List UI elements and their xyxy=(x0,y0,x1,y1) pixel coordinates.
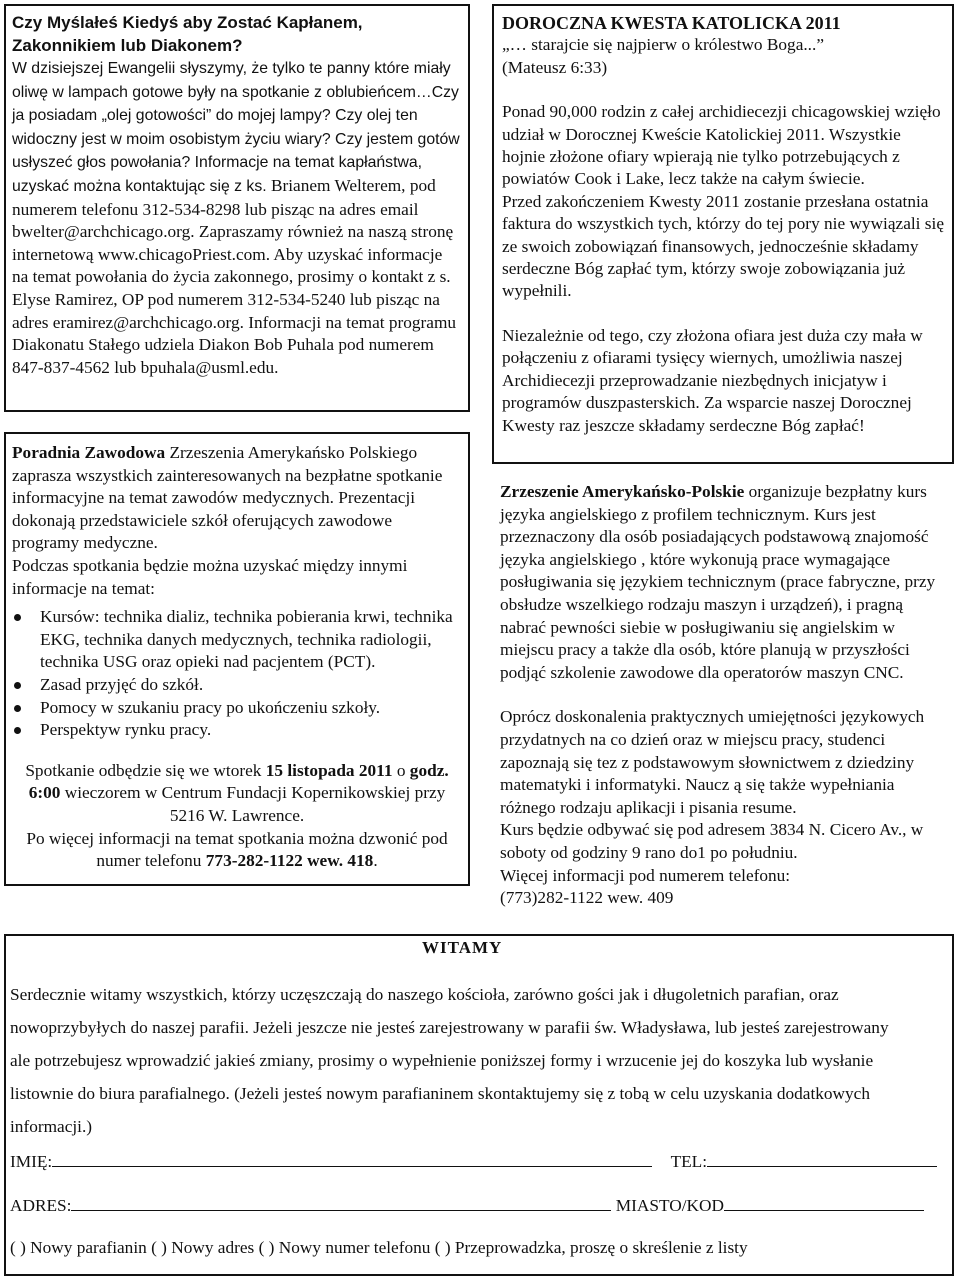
list-item: Kursów: technika dializ, technika pobierania krwi, technika EKG, technika danych medycznych, technika radiologii, technika USG oraz opieki nad pacjentem (PCT). xyxy=(40,606,462,674)
name-tel-row xyxy=(10,1150,937,1172)
name-field[interactable] xyxy=(52,1150,652,1167)
welcome-text-line: informacji.) xyxy=(10,1117,93,1136)
meeting-phone-end: . xyxy=(373,851,378,871)
welcome-text-line: Serdecznie witamy wszystkich, którzy uczęszczają do naszego kościoła, zarówno gości jak i długoletnich parafian, oraz xyxy=(10,985,839,1004)
meeting-text-2: o xyxy=(392,760,410,780)
meeting-text-1: Spotkanie odbędzie się we wtorek xyxy=(25,760,266,780)
counseling-topics-list xyxy=(12,606,462,742)
meeting-date: 15 listopada 2011 xyxy=(265,760,393,780)
course-address: Kurs będzie odbywać się pod adresem 3834 N. Cicero Av., w soboty od godziny 9 rano do1 po południu. xyxy=(500,820,924,862)
career-counseling-box xyxy=(4,432,470,886)
meeting-text-3: wieczorem w Centrum Fundacji Kopernikowskiej przy 5216 W. Lawrence. xyxy=(60,783,446,825)
meeting-phone xyxy=(12,828,462,873)
vocations-box xyxy=(4,4,470,412)
welcome-title: WITAMY xyxy=(418,938,506,958)
meeting-time: godz. 6:00 xyxy=(28,760,449,803)
appeal-title: DOROCZNA KWESTA KATOLICKA 2011 xyxy=(502,13,841,33)
vocations-body-sans: W dzisiejszej Ewangelii słyszymy, że tylko te panny które miały oliwę w lampach gotowe były na spotkanie z oblubieńcem…Czy ja posiadam „olej gotowości” do mojej lampy? Czy olej ten widoczny jest w moim osobistym życiu wiary? Czy jestem gotów usłyszeć głos powołania? Informacje na temat kapłaństwa, uzyskać można kontaktując się z ks. xyxy=(12,60,460,195)
course-paragraph-2: Oprócz doskonalenia praktycznych umiejętności językowych przydatnych na co dzień oraz w miejscu pracy, studenci zapoznają się tez z podstawowym słownictwem z dziedziny matematyki i informatyki. Naucz ą się także wypełniania różnego rodzaju aplikacji i pisania resume. xyxy=(500,707,925,817)
catholic-appeal-box xyxy=(492,4,954,464)
option-new-phone[interactable]: ( ) Nowy numer telefonu xyxy=(258,1238,431,1257)
course-organizer: Zrzeszenie Amerykańsko-Polskie xyxy=(500,482,745,501)
meeting-phone-text: Po więcej informacji na temat spotkania można dzwonić pod numer telefonu xyxy=(26,828,448,871)
vocations-body-serif: Brianem Welterem, pod numerem telefonu 312-534-8298 lub pisząc na adres email bwelter@archchicago.org. Zapraszamy również na naszą stronę internetową www.chicagoPriest.com. Aby uzyskać informacje na temat powołania do życia zakonnego, prosimy o kontakt z s. Elyse Ramirez, OP pod numerem 312-534-5240 lub pisząc na adres eramirez@archchicago.org. Informacji na temat programu Diakonatu Stałego udziela Diakon Bob Puhala pod numerem 847-837-4562 lub bpuhala@usml.edu. xyxy=(12,175,457,377)
city-zip-field[interactable] xyxy=(724,1194,924,1211)
course-description: organizuje bezpłatny kurs języka angielskiego z profilem technicznym. Kurs jest przeznaczony dla osób posiadających podstawową znajomość języka angielskiego , które wykonują prace wymagające posługiwania się językiem technicznym (prace fabryczne, przy obsłudze wszelkiego rodzaju maszyn i urządzeń), i pragną nabrać pewności siebie w posługiwaniu się angielskim w miejscu pracy a także dla osób, które planują w przyszłości podjąć szkolenie zawodowe dla operatorów maszyn CNC. xyxy=(500,482,936,682)
change-options-row xyxy=(10,1238,748,1258)
appeal-quote: „… starajcie się najpierw o królestwo Boga...” xyxy=(502,35,824,55)
course-paragraph-1 xyxy=(500,481,950,684)
course-phone: (773)282-1122 wew. 409 xyxy=(500,888,674,908)
appeal-reference: (Mateusz 6:33) xyxy=(502,57,608,77)
appeal-paragraph-1: Ponad 90,000 rodzin z całej archidiecezji chicagowskiej wzięło udział w Dorocznej Kweście Katolickiej 2011. Wszystkie hojnie złożone ofiary wpierają nie tylko potrzebujących z powiatów Cook i Lake, lecz także na całym świecie. xyxy=(502,102,941,189)
address-city-row xyxy=(10,1194,924,1216)
address-field[interactable] xyxy=(71,1194,611,1211)
welcome-text-line: listownie do biura parafialnego. (Jeżeli jesteś nowym parafianinem skontaktujemy się z tobą w celu uzyskania dodatkowych xyxy=(10,1084,870,1103)
list-item: Pomocy w szukaniu pracy po ukończeniu szkoły. xyxy=(40,697,462,720)
counseling-intro xyxy=(12,442,462,555)
option-moving[interactable]: ( ) Przeprowadzka, proszę o skreślenie z listy xyxy=(434,1238,748,1257)
course-info-label: Więcej informacji pod numerem telefonu: xyxy=(500,865,791,885)
counseling-lead-text: Zrzeszenia Amerykańsko Polskiego zaprasza wszystkich zainteresowanych na bezpłatne spotkanie informacyjne na temat zawodów medycznych. Prezentacji dokonają przedstawiciele szkół oferujących zawodowe programy medyczne. xyxy=(12,443,443,553)
vocations-title: Czy Myślałeś Kiedyś aby Zostać Kapłanem, Zakonnikiem lub Diakonem? xyxy=(12,13,363,55)
address-label: ADRES: xyxy=(10,1196,72,1215)
counseling-topics-intro: Podczas spotkania będzie można uzyskać między innymi informacje na temat: xyxy=(12,555,408,598)
list-item: Zasad przyjęć do szkół. xyxy=(40,674,462,697)
welcome-text-line: nowoprzybyłych do naszej parafii. Jeżeli jeszcze nie jesteś zarejestrowany w parafii św. Władysława, lub jesteś zarejestrowany xyxy=(10,1018,889,1037)
vocations-body xyxy=(12,57,462,379)
option-new-parishioner[interactable]: ( ) Nowy parafianin xyxy=(10,1238,147,1257)
name-label: IMIĘ: xyxy=(10,1152,53,1171)
option-new-address[interactable]: ( ) Nowy adres xyxy=(151,1238,255,1257)
meeting-phone-number: 773-282-1122 wew. 418 xyxy=(205,851,374,871)
english-course-section xyxy=(500,481,950,910)
tel-label: TEL: xyxy=(670,1152,708,1171)
welcome-text-line: ale potrzebujesz wprowadzić jakieś zmiany, prosimy o wypełnienie poniższej formy i wrzucenie jej do koszyka lub wysłanie xyxy=(10,1051,874,1070)
appeal-paragraph-3: Niezależnie od tego, czy złożona ofiara jest duża czy mała w połączeniu z ofiarami tysięcy wiernych, umożliwia naszej Archidiecezji przeprowadzanie niezbędnych inicjatyw i programów duszpasterskich. Za wsparcie naszej Dorocznej Kwesty raz jeszcze składamy serdeczne Bóg zapłać! xyxy=(502,325,923,435)
tel-field[interactable] xyxy=(707,1150,937,1167)
appeal-paragraph-2: Przed zakończeniem Kwesty 2011 zostanie przesłana ostatnia faktura do wszystkich tych, którzy do tej pory nie wywiązali się ze swoich zobowiązań finansowych, jednocześnie składamy serdeczne Bóg zapłać tym, którzy swoje zobowiązania już wypełnili. xyxy=(502,191,944,301)
meeting-details xyxy=(12,760,462,828)
list-item: Perspektyw rynku pracy. xyxy=(40,719,462,742)
city-label: MIASTO/KOD xyxy=(615,1196,724,1215)
counseling-lead: Poradnia Zawodowa xyxy=(12,443,166,462)
